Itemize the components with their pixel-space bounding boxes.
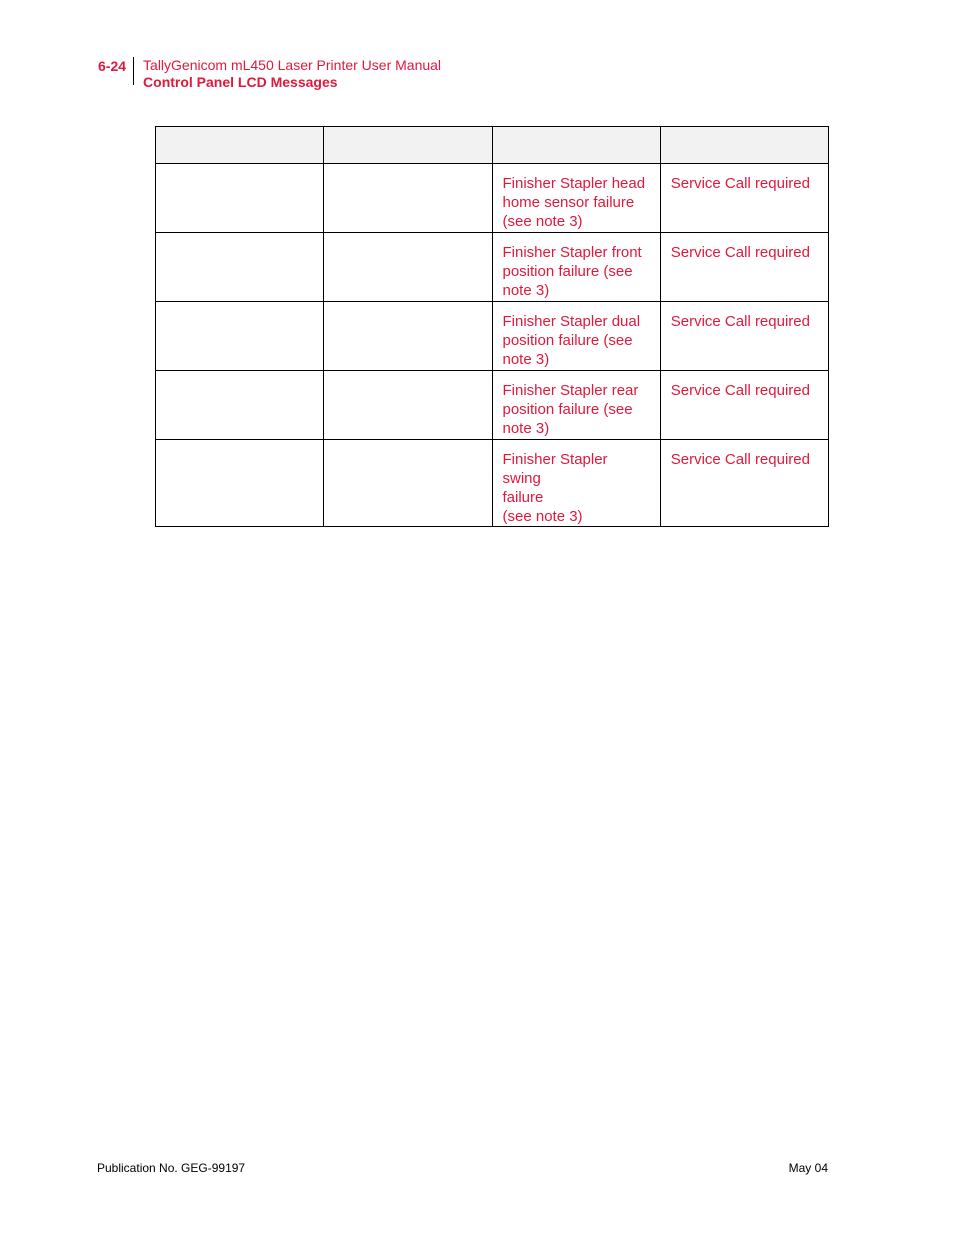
table-row bbox=[156, 440, 829, 527]
table-cell bbox=[324, 371, 492, 440]
table-header-row bbox=[156, 127, 829, 164]
message-action: Service Call required bbox=[670, 313, 810, 330]
table-row bbox=[156, 371, 829, 440]
message-description: Finisher Stapler swing failure (see note 3) bbox=[502, 451, 608, 525]
message-description: Finisher Stapler front position failure (see note 3) bbox=[502, 244, 642, 299]
message-description: Finisher Stapler rear position failure (see note 3) bbox=[502, 382, 639, 437]
message-description: Finisher Stapler head home sensor failure (see note 3) bbox=[502, 175, 646, 230]
table-header-cell bbox=[492, 127, 660, 164]
publication-date: May 04 bbox=[788, 1161, 828, 1175]
table-cell bbox=[492, 440, 660, 527]
message-action: Service Call required bbox=[670, 451, 810, 468]
table-cell bbox=[324, 302, 492, 371]
table-cell bbox=[156, 371, 324, 440]
table-cell bbox=[660, 440, 828, 527]
table-header-cell bbox=[156, 127, 324, 164]
section-title: Control Panel LCD Messages bbox=[143, 74, 338, 90]
table-cell bbox=[156, 302, 324, 371]
message-action: Service Call required bbox=[670, 175, 810, 192]
table-cell bbox=[324, 440, 492, 527]
message-action: Service Call required bbox=[670, 244, 810, 261]
table-cell bbox=[492, 371, 660, 440]
table-cell bbox=[156, 233, 324, 302]
table-cell bbox=[156, 164, 324, 233]
table-cell bbox=[324, 233, 492, 302]
message-description: Finisher Stapler dual position failure (see note 3) bbox=[502, 313, 641, 368]
header-titles bbox=[134, 57, 441, 91]
message-action: Service Call required bbox=[670, 382, 810, 399]
table-header-cell bbox=[660, 127, 828, 164]
table-cell bbox=[492, 233, 660, 302]
page-number: 6-24 bbox=[98, 57, 134, 85]
table-cell bbox=[156, 440, 324, 527]
table-row bbox=[156, 233, 829, 302]
table-cell bbox=[492, 164, 660, 233]
table-header-cell bbox=[324, 127, 492, 164]
page-header bbox=[98, 57, 441, 91]
table-cell bbox=[660, 233, 828, 302]
publication-number: Publication No. GEG-99197 bbox=[97, 1161, 246, 1175]
table-cell bbox=[660, 371, 828, 440]
lcd-messages-table bbox=[155, 126, 829, 527]
table-cell bbox=[660, 164, 828, 233]
table-cell bbox=[492, 302, 660, 371]
table-row bbox=[156, 164, 829, 233]
manual-title: TallyGenicom mL450 Laser Printer User Manual bbox=[143, 57, 442, 73]
table-cell bbox=[324, 164, 492, 233]
table-cell bbox=[660, 302, 828, 371]
table-row bbox=[156, 302, 829, 371]
